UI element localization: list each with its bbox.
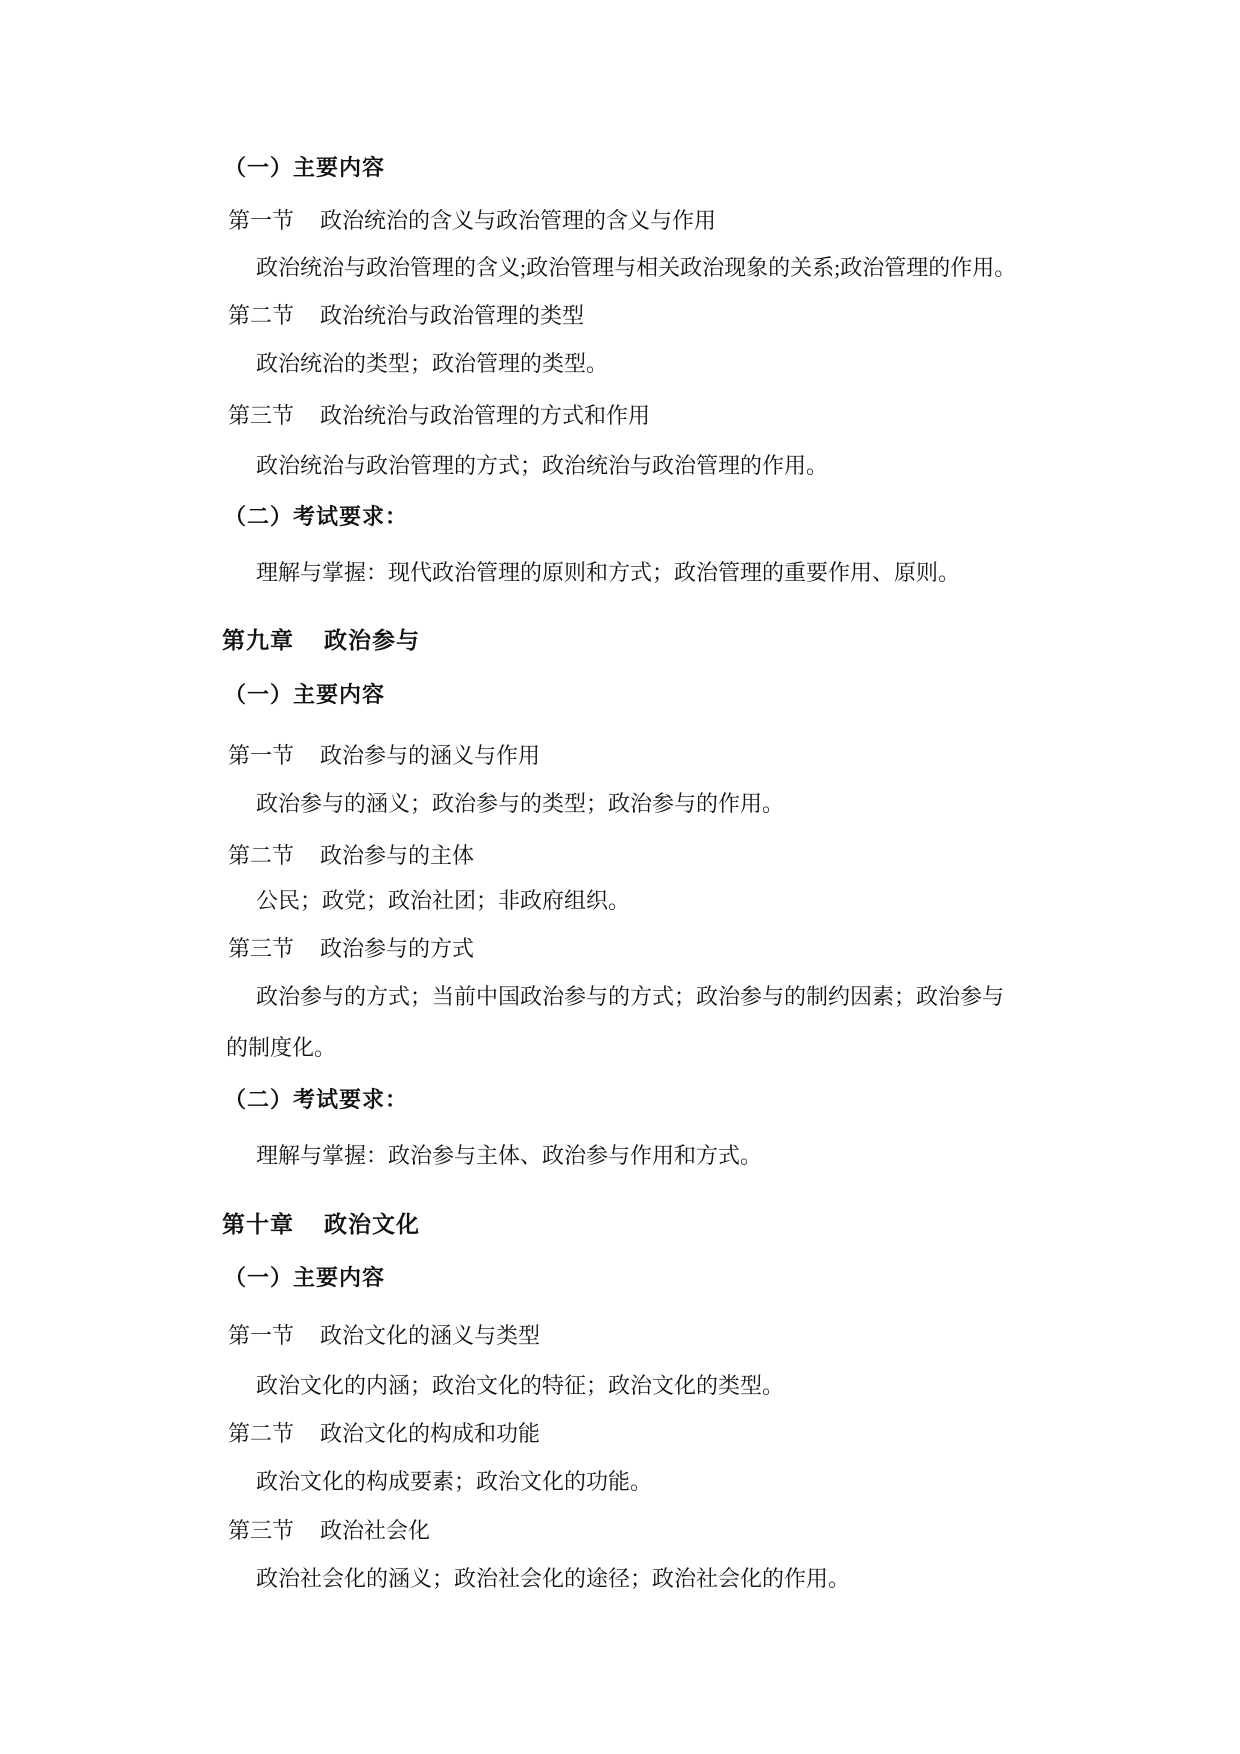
section-title: 政治统治的含义与政治管理的含义与作用 bbox=[320, 208, 717, 233]
section-title: 政治文化的涵义与类型 bbox=[320, 1323, 541, 1348]
section-heading bbox=[228, 208, 716, 234]
section-title: 政治文化的构成和功能 bbox=[320, 1421, 541, 1446]
chapter-heading bbox=[222, 628, 420, 654]
section-title: 政治统治与政治管理的类型 bbox=[320, 303, 585, 328]
section-title: 政治参与的方式 bbox=[320, 936, 475, 961]
subsection-heading-exam-requirements: （二）考试要求： bbox=[224, 1088, 409, 1113]
section-label: 第二节 bbox=[228, 843, 295, 868]
section-summary: 政治文化的内涵；政治文化的特征；政治文化的类型。 bbox=[256, 1373, 785, 1398]
section-heading bbox=[228, 936, 474, 962]
section-title: 政治社会化 bbox=[320, 1518, 431, 1543]
section-heading bbox=[228, 403, 650, 429]
exam-requirements-summary: 理解与掌握：政治参与主体、政治参与作用和方式。 bbox=[256, 1143, 763, 1168]
section-label: 第三节 bbox=[228, 403, 295, 428]
section-summary: 政治参与的涵义；政治参与的类型；政治参与的作用。 bbox=[256, 791, 785, 816]
section-heading bbox=[228, 843, 474, 869]
chapter-title: 政治参与 bbox=[324, 628, 420, 654]
section-summary: 政治社会化的涵义；政治社会化的途径；政治社会化的作用。 bbox=[256, 1566, 851, 1591]
section-label: 第二节 bbox=[228, 1421, 295, 1446]
section-label: 第三节 bbox=[228, 936, 295, 961]
section-title: 政治参与的主体 bbox=[320, 843, 475, 868]
section-summary: 政治统治与政治管理的含义;政治管理与相关政治现象的关系;政治管理的作用。 bbox=[256, 255, 1017, 280]
section-label: 第三节 bbox=[228, 1518, 295, 1543]
section-heading bbox=[228, 1323, 540, 1349]
section-title: 政治参与的涵义与作用 bbox=[320, 743, 541, 768]
section-label: 第一节 bbox=[228, 208, 295, 233]
section-heading bbox=[228, 1518, 430, 1544]
section-summary: 政治参与的方式；当前中国政治参与的方式；政治参与的制约因素；政治参与的制度化。 bbox=[226, 984, 1005, 1060]
chapter-number: 第九章 bbox=[222, 628, 294, 654]
section-heading bbox=[228, 303, 584, 329]
section-heading bbox=[228, 743, 540, 769]
subsection-heading-exam-requirements: （二）考试要求： bbox=[224, 505, 409, 530]
section-label: 第一节 bbox=[228, 1323, 295, 1348]
section-summary: 政治统治的类型；政治管理的类型。 bbox=[256, 351, 609, 376]
chapter-heading bbox=[222, 1212, 420, 1238]
section-label: 第二节 bbox=[228, 303, 295, 328]
section-title: 政治统治与政治管理的方式和作用 bbox=[320, 403, 651, 428]
section-summary: 政治统治与政治管理的方式；政治统治与政治管理的作用。 bbox=[256, 453, 829, 478]
subsection-heading-main-content: （一）主要内容 bbox=[224, 683, 386, 708]
section-heading bbox=[228, 1421, 540, 1447]
section-label: 第一节 bbox=[228, 743, 295, 768]
subsection-heading-main-content: （一）主要内容 bbox=[224, 156, 386, 181]
exam-requirements-summary: 理解与掌握：现代政治管理的原则和方式；政治管理的重要作用、原则。 bbox=[256, 560, 961, 585]
section-summary: 公民；政党；政治社团；非政府组织。 bbox=[256, 888, 631, 913]
subsection-heading-main-content: （一）主要内容 bbox=[224, 1266, 386, 1291]
chapter-number: 第十章 bbox=[222, 1212, 294, 1238]
chapter-title: 政治文化 bbox=[324, 1212, 420, 1238]
section-summary: 政治文化的构成要素；政治文化的功能。 bbox=[256, 1469, 653, 1494]
